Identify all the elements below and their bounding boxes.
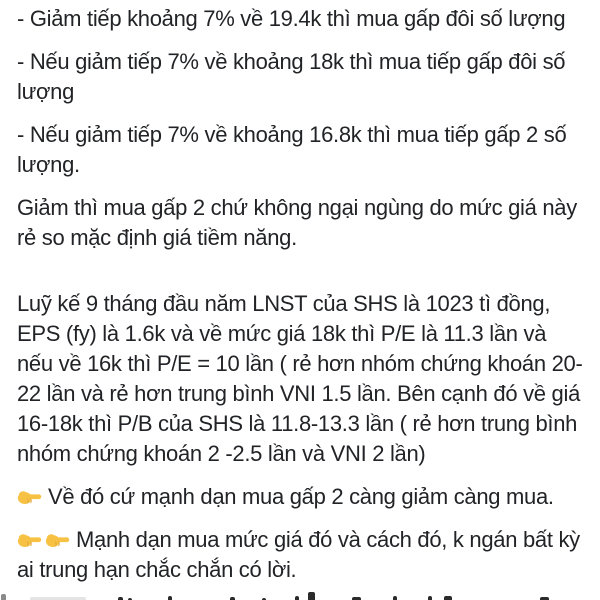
pointing-right-icon [17,487,42,506]
bullet-line-2 [17,47,583,107]
nudge-line-2-text: Mạnh dạn mua mức giá đó và cách đó, k ngán bất kỳ ai trung hạn chắc chắn có lời. [17,527,580,582]
paragraph-reason [17,193,583,253]
bullet-line-1 [17,4,583,34]
cutoff-glyph-mark [444,596,452,600]
cutoff-glyph-mark [308,592,315,600]
paragraph-valuation-text: Luỹ kế 9 tháng đầu năm LNST của SHS là 1023 tì đồng, EPS (fy) là 1.6k và về mức giá 18k thì P/E là 11.3 lần và nếu về 16k thì P/E = 10 lần ( rẻ hơn nhóm chứng khoán 20-22 lần và rẻ hơn trung bình VNI 1.5 lần. Bên cạnh đó về giá 16-18k thì P/B của SHS là 11.8-13.3 lần ( rẻ hơn trung bình nhóm chứng khoán 2 -2.5 lần và VNI 2 lần) [17,291,583,466]
bullet-line-1-text: - Giảm tiếp khoảng 7% về 19.4k thì mua gấp đôi số lượng [17,6,566,31]
cutoff-partial-text-line [0,587,600,600]
paragraph-valuation [17,289,583,469]
nudge-line-2 [17,525,583,585]
cutoff-glyph-mark [428,596,432,600]
pointing-right-icon [17,530,42,549]
bullet-line-2-text: - Nếu giảm tiếp 7% về khoảng 18k thì mua tiếp gấp đôi số lượng [17,49,566,104]
paragraph-reason-text: Giảm thì mua gấp 2 chứ không ngại ngùng do mức giá này rẻ so mặc định giá tiềm năng. [17,195,577,250]
bullet-line-3 [17,120,583,180]
cutoff-glyph-mark [393,596,397,600]
nudge-line-1 [17,482,583,512]
cutoff-glyph-mark [1,594,6,600]
cutoff-glyph-mark [295,596,299,600]
cutoff-glyph-mark [168,596,172,600]
nudge-line-1-text: Về đó cứ mạnh dạn mua gấp 2 càng giảm càng mua. [48,484,554,509]
pointing-right-icon [45,530,70,549]
bullet-line-3-text: - Nếu giảm tiếp 7% về khoảng 16.8k thì mua tiếp gấp 2 số lượng. [17,122,567,177]
